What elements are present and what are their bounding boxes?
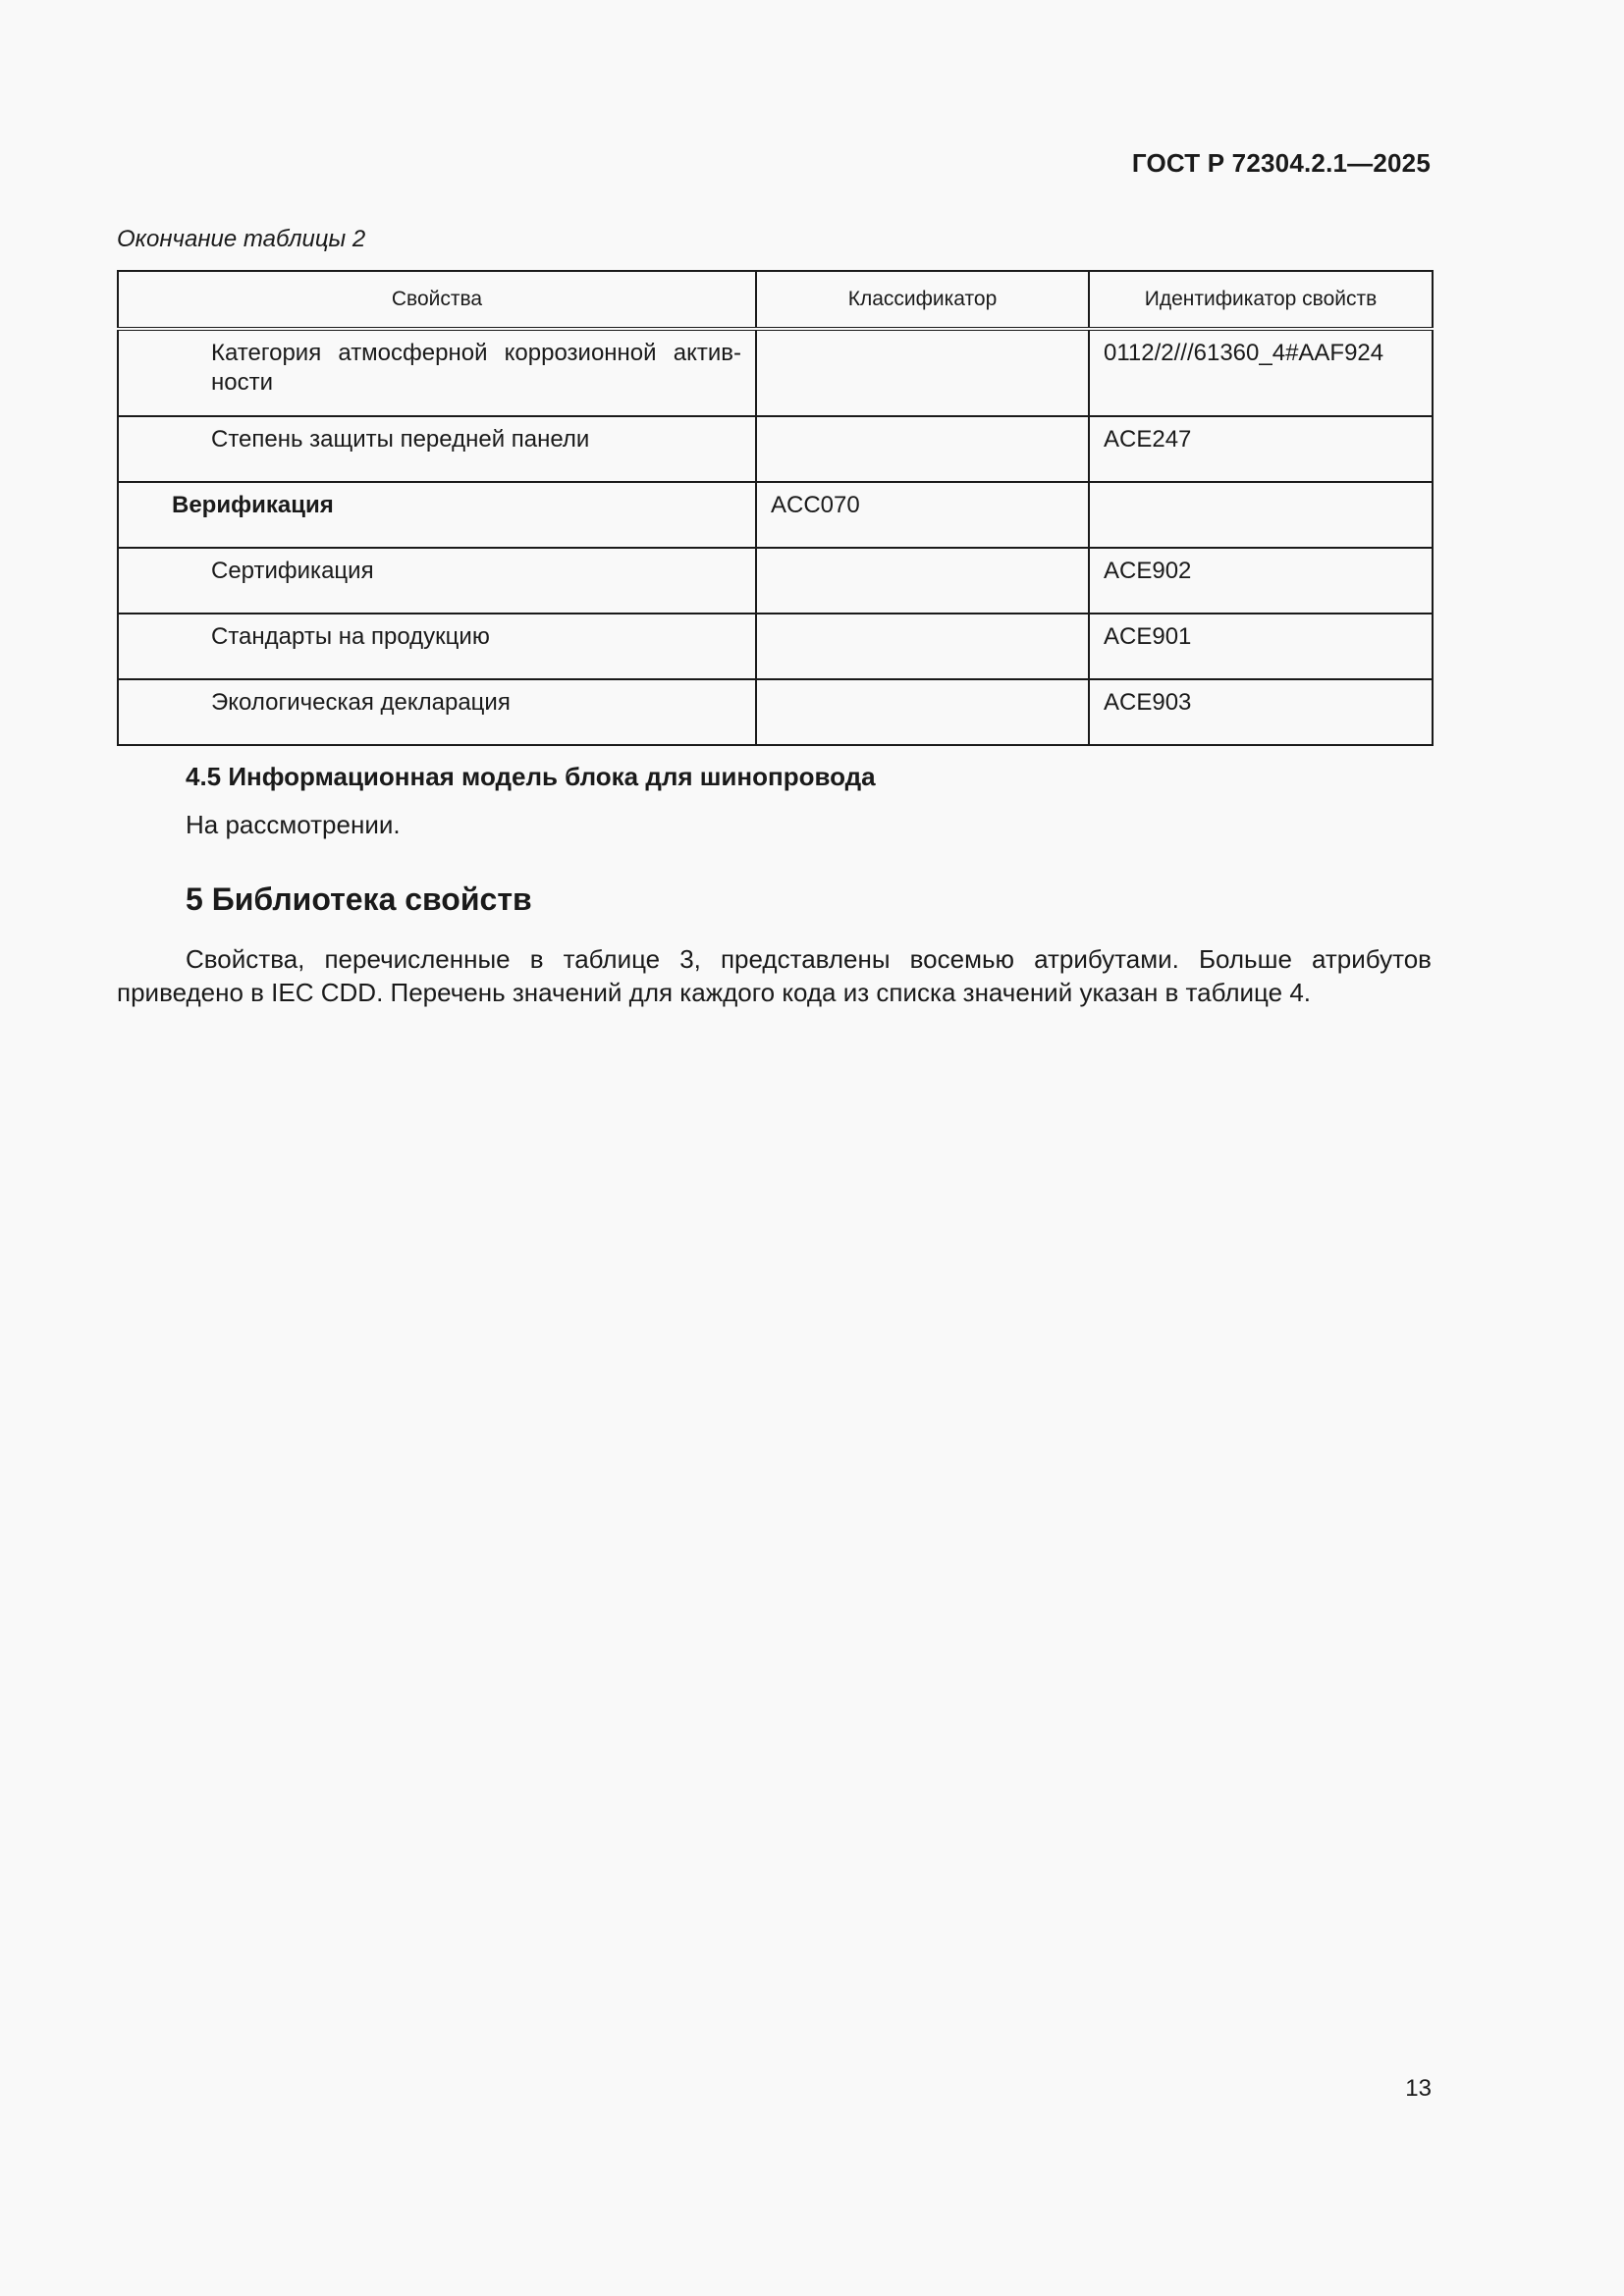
- property-cell: Сертификация: [118, 548, 756, 614]
- column-header-identifier: Идентификатор свойств: [1089, 271, 1433, 329]
- section-5-heading: 5 Библиотека свойств: [186, 881, 532, 917]
- classifier-cell: [756, 679, 1089, 745]
- column-header-properties: Свойства: [118, 271, 756, 329]
- property-cell: Экологическая декларация: [118, 679, 756, 745]
- table-row: [118, 614, 1433, 679]
- properties-table: [117, 270, 1434, 746]
- table-caption: Окончание таблицы 2: [117, 226, 366, 252]
- classifier-cell: [756, 614, 1089, 679]
- property-cell: Категория атмосферной коррозионной актив-ности: [118, 329, 756, 416]
- document-id: ГОСТ Р 72304.2.1—2025: [1131, 148, 1431, 178]
- identifier-cell: ACE247: [1089, 416, 1433, 482]
- property-cell: Стандарты на продукцию: [118, 614, 756, 679]
- section-4-5-text: На рассмотрении.: [186, 810, 401, 839]
- table-row: [118, 329, 1433, 416]
- classifier-cell: [756, 329, 1089, 416]
- page-number: 13: [1405, 2075, 1432, 2102]
- property-group-cell: Верификация: [118, 482, 756, 548]
- identifier-cell: ACE903: [1089, 679, 1433, 745]
- classifier-cell: [756, 416, 1089, 482]
- table-row: [118, 482, 1433, 548]
- identifier-cell: ACE902: [1089, 548, 1433, 614]
- identifier-cell: 0112/2///61360_4#AAF924: [1089, 329, 1433, 416]
- classifier-cell: ACC070: [756, 482, 1089, 548]
- identifier-cell: [1089, 482, 1433, 548]
- property-cell: Степень защиты передней панели: [118, 416, 756, 482]
- classifier-cell: [756, 548, 1089, 614]
- section-4-5-heading: 4.5 Информационная модель блока для шинопровода: [186, 762, 876, 791]
- table-row: [118, 679, 1433, 745]
- section-5-paragraph: Свойства, перечисленные в таблице 3, представлены восемью атрибутами. Больше атрибутов приведено в IEC CDD. Перечень значений для каждого кода из списка значений указан в таблице 4.: [117, 944, 1432, 1007]
- table-header-row: [118, 271, 1433, 329]
- table-row: [118, 548, 1433, 614]
- identifier-cell: ACE901: [1089, 614, 1433, 679]
- table-row: [118, 416, 1433, 482]
- column-header-classifier: Классификатор: [756, 271, 1089, 329]
